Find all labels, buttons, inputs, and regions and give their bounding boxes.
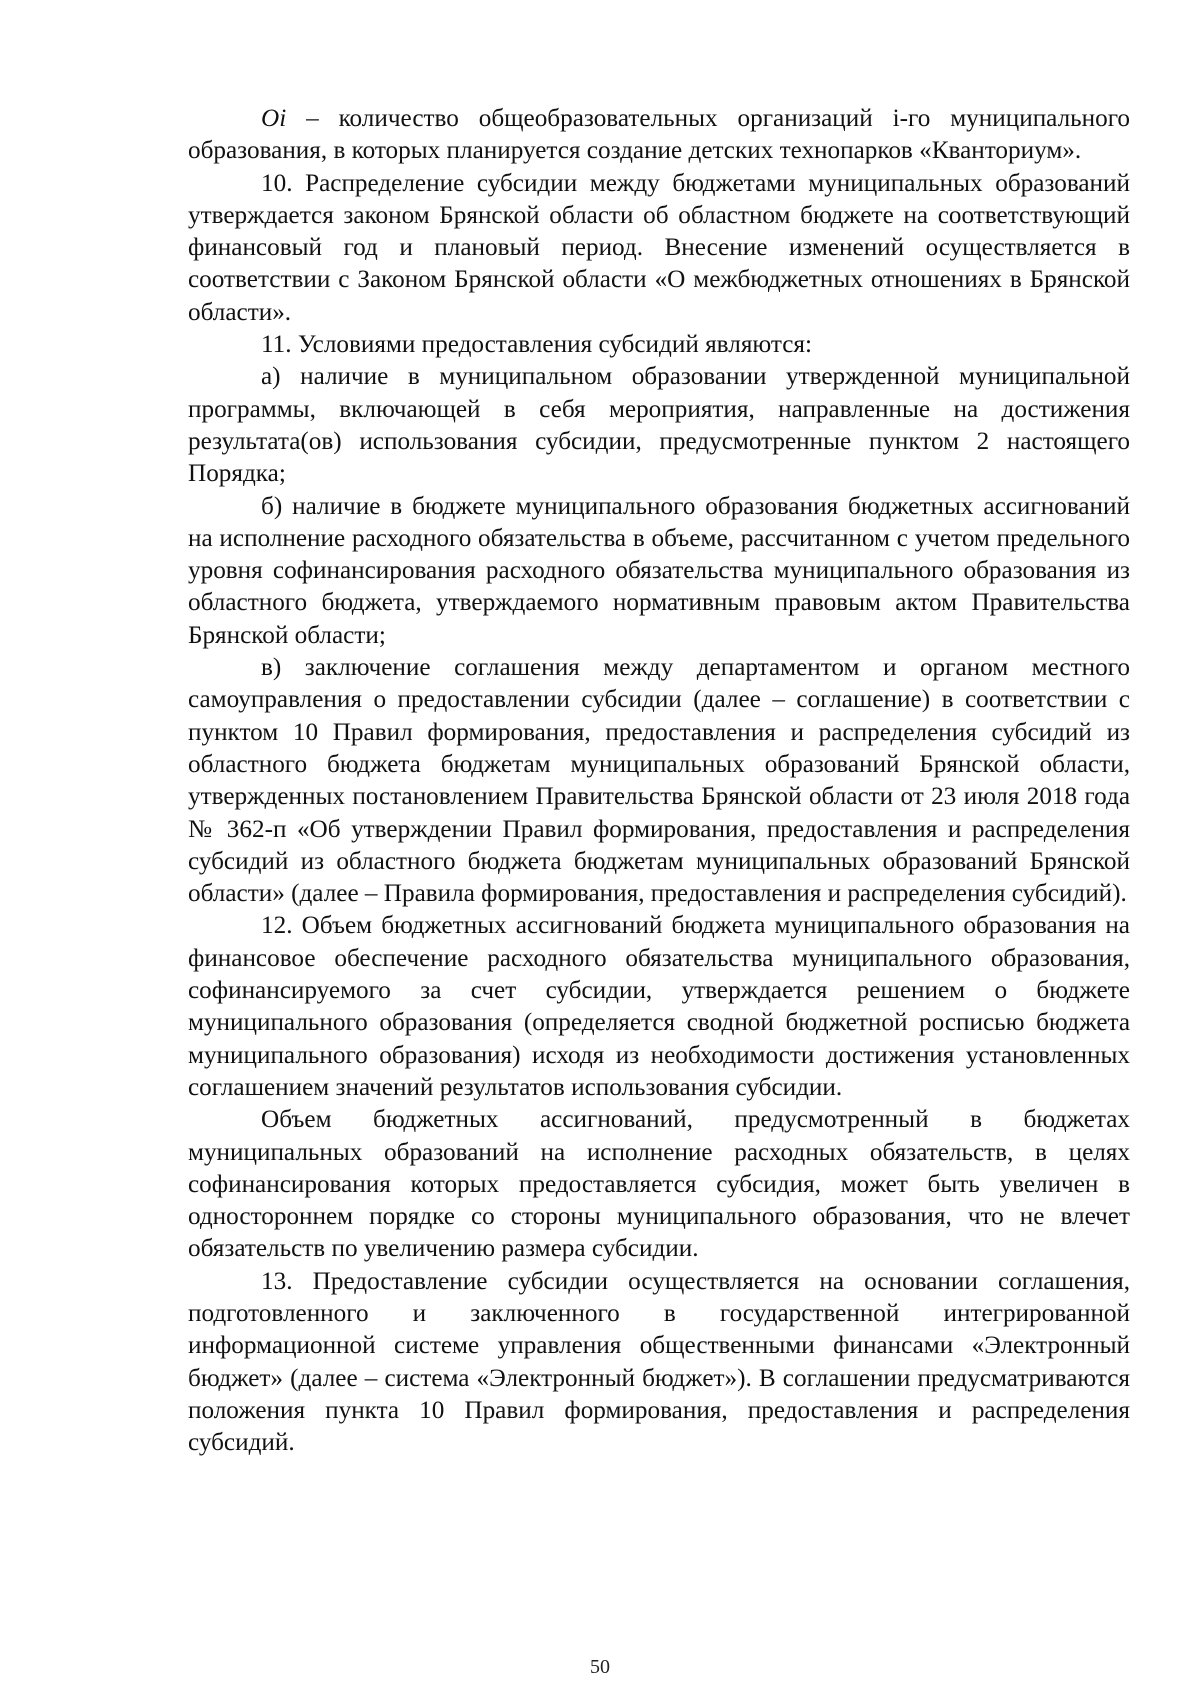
- paragraph-12-volume: Объем бюджетных ассигнований, предусмотренный в бюджетах муниципальных образований на исполнение расходных обязательств, в целях софинансирования которых предоставляется субсидия, может быть увеличен в одностороннем порядке со стороны муниципального образования, что не влечет обязательств по увеличению размера субсидии.: [188, 1106, 1130, 1263]
- paragraph-12: 12. Объем бюджетных ассигнований бюджета муниципального образования на финансовое обеспечение расходного обязательства муниципального образования, софинансируемого за счет субсидии, утверждается решением о бюджете муниципального образования (определяется сводной бюджетной росписью бюджета муниципального образования) исходя из необходимости достижения установленных соглашением значений результатов использования субсидии.: [188, 912, 1130, 1101]
- paragraph-oi-definition: [188, 103, 1130, 168]
- oi-symbol: Oi: [261, 105, 287, 132]
- paragraph-11-a: а) наличие в муниципальном образовании утвержденной муниципальной программы, включающей в себя мероприятия, направленные на достижения результата(ов) использования субсидии, предусмотренные пунктом 2 настоящего Порядка;: [188, 363, 1130, 488]
- paragraph-13: 13. Предоставление субсидии осуществляется на основании соглашения, подготовленного и заключенного в государственной интегрированной информационной системе управления общественными финансами «Электронный бюджет» (далее – система «Электронный бюджет»). В соглашении предусматриваются положения пункта 10 Правил формирования, предоставления и распределения субсидий.: [188, 1267, 1130, 1457]
- document-body: [188, 103, 1130, 1459]
- page-number: 50: [590, 1656, 610, 1678]
- paragraph-10: 10. Распределение субсидии между бюджетами муниципальных образований утверждается законом Брянской области об областном бюджете на соответствующий финансовый год и плановый период. Внесение изменений осуществляется в соответствии с Законом Брянской области «О межбюджетных отношениях в Брянской области».: [188, 169, 1130, 326]
- paragraph-11: 11. Условиями предоставления субсидий являются:: [261, 331, 812, 359]
- oi-definition-text: – количество общеобразовательных организаций i-го муниципального образования, в которых планируется создание детских технопарков «Кванториум».: [188, 105, 1130, 165]
- paragraph-11-v: в) заключение соглашения между департаментом и органом местного самоуправления о предоставлении субсидии (далее – соглашение) в соответствии с пунктом 10 Правил формирования, предоставления и распределения субсидий из областного бюджета бюджетам муниципальных образований Брянской области, утвержденных постановлением Правительства Брянской области от 23 июля 2018 года № 362-п «Об утверждении Правил формирования, предоставления и распределения субсидий из областного бюджета бюджетам муниципальных образований Брянской области» (далее – Правила формирования, предоставления и распределения субсидий).: [188, 654, 1130, 908]
- paragraph-11-b: б) наличие в бюджете муниципального образования бюджетных ассигнований на исполнение расходного обязательства в объеме, рассчитанном с учетом предельного уровня софинансирования расходного обязательства муниципального образования из областного бюджета, утверждаемого нормативным правовым актом Правительства Брянской области;: [188, 492, 1130, 649]
